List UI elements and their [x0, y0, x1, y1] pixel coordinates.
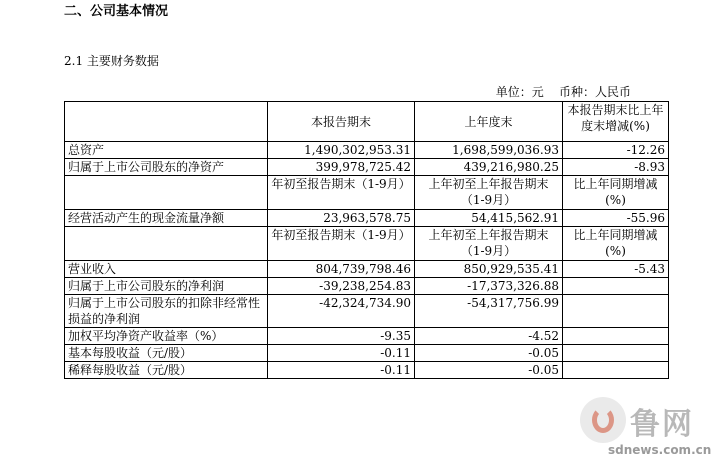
header-cell: 本报告期末比上年度末增减(%)	[563, 102, 669, 142]
value-cell	[563, 362, 669, 379]
header-cell: 上年初至上年报告期末（1-9月）	[415, 176, 563, 210]
table-row	[65, 295, 669, 328]
currency-label: 币种：人民币	[558, 85, 631, 99]
header-cell: 上年度末	[415, 102, 563, 142]
value-cell	[563, 295, 669, 328]
table-row	[65, 345, 669, 362]
value-cell: -12.26	[563, 142, 669, 159]
row-label: 归属于上市公司股东的扣除非经常性损益的净利润	[65, 295, 268, 328]
site-watermark	[580, 397, 712, 459]
watermark-logo-icon	[580, 397, 626, 443]
header-cell	[65, 227, 268, 261]
value-cell: -0.11	[268, 345, 415, 362]
subsection-heading: 2.1 主要财务数据	[64, 54, 159, 68]
header-cell: 上年初至上年报告期末（1-9月）	[415, 227, 563, 261]
row-label: 加权平均净资产收益率（%）	[65, 328, 268, 345]
watermark-url: sdnews.com.cn	[608, 443, 712, 457]
value-cell: -0.05	[415, 362, 563, 379]
table-row	[65, 362, 669, 379]
table-header-row	[65, 102, 669, 142]
value-cell: -17,373,326.88	[415, 278, 563, 295]
row-label: 总资产	[65, 142, 268, 159]
unit-label: 单位：元	[495, 85, 544, 99]
header-cell: 本报告期末	[268, 102, 415, 142]
value-cell: -9.35	[268, 328, 415, 345]
financial-data-table	[64, 101, 669, 379]
row-label: 营业收入	[65, 261, 268, 278]
table-row	[65, 159, 669, 176]
value-cell	[563, 345, 669, 362]
value-cell: 850,929,535.41	[415, 261, 563, 278]
value-cell: -55.96	[563, 210, 669, 227]
value-cell: 23,963,578.75	[268, 210, 415, 227]
value-cell: 54,415,562.91	[415, 210, 563, 227]
table-row	[65, 210, 669, 227]
row-label: 经营活动产生的现金流量净额	[65, 210, 268, 227]
value-cell: -5.43	[563, 261, 669, 278]
value-cell: -0.05	[415, 345, 563, 362]
value-cell: -39,238,254.83	[268, 278, 415, 295]
value-cell: -0.11	[268, 362, 415, 379]
row-label: 归属于上市公司股东的净资产	[65, 159, 268, 176]
value-cell: 1,698,599,036.93	[415, 142, 563, 159]
value-cell	[563, 278, 669, 295]
table-row	[65, 142, 669, 159]
value-cell: -4.52	[415, 328, 563, 345]
value-cell: 804,739,798.46	[268, 261, 415, 278]
table-row	[65, 261, 669, 278]
section-heading: 二、公司基本情况	[64, 4, 169, 19]
table-row	[65, 278, 669, 295]
table-header-row	[65, 176, 669, 210]
value-cell: 399,978,725.42	[268, 159, 415, 176]
value-cell: -54,317,756.99	[415, 295, 563, 328]
value-cell: 1,490,302,953.31	[268, 142, 415, 159]
watermark-brand: 鲁网	[630, 407, 694, 442]
value-cell	[563, 328, 669, 345]
header-cell	[65, 102, 268, 142]
value-cell: 439,216,980.25	[415, 159, 563, 176]
row-label: 归属于上市公司股东的净利润	[65, 278, 268, 295]
header-cell: 比上年同期增减(%)	[563, 176, 669, 210]
header-cell	[65, 176, 268, 210]
value-cell: -8.93	[563, 159, 669, 176]
value-cell: -42,324,734.90	[268, 295, 415, 328]
header-cell: 年初至报告期末（1-9月）	[268, 227, 415, 261]
row-label: 稀释每股收益（元/股）	[65, 362, 268, 379]
header-cell: 比上年同期增减(%)	[563, 227, 669, 261]
header-cell: 年初至报告期末（1-9月）	[268, 176, 415, 210]
table-header-row	[65, 227, 669, 261]
row-label: 基本每股收益（元/股）	[65, 345, 268, 362]
unit-line	[496, 83, 631, 100]
table-row	[65, 328, 669, 345]
